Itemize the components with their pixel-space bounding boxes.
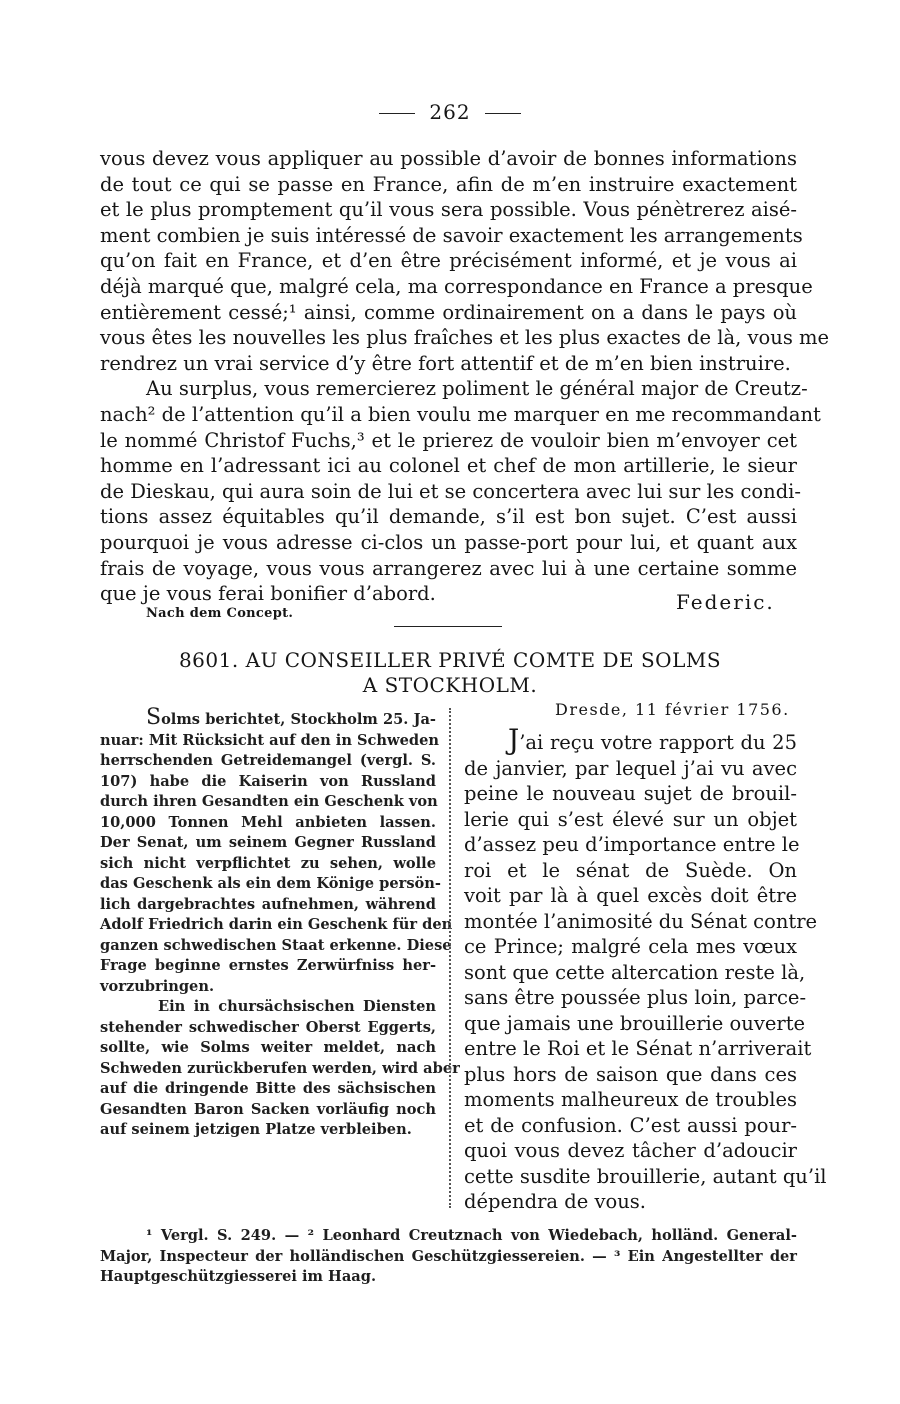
text-line: Au surplus, vous remercierez poliment le général major de Creutz- xyxy=(146,377,808,401)
letter-continuation xyxy=(100,146,830,607)
body-line: montée l’animosité du Sénat contre xyxy=(464,909,818,933)
summary-line: das Geschenk als ein dem Könige persön- xyxy=(100,875,441,892)
letter-body xyxy=(464,723,827,1215)
summary-line: Solms berichtet, Stockholm 25. Ja- xyxy=(146,705,436,730)
section-divider xyxy=(394,626,502,627)
body-line: ce Prince; malgré cela mes vœux xyxy=(464,935,797,958)
summary-line: 107) habe die Kaiserin von Russland xyxy=(100,772,436,790)
summary-line: herrschenden Getreidemangel (vergl. S. xyxy=(100,752,436,769)
summary-line: auf seinem jetzigen Platze verbleiben. xyxy=(100,1121,412,1138)
body-line: que jamais une brouillerie ouverte xyxy=(464,1011,806,1035)
summary-line: 10,000 Tonnen Mehl anbieten lassen. xyxy=(100,813,436,831)
footnotes xyxy=(100,1226,797,1288)
body-line: J’ai reçu votre rapport du 25 xyxy=(508,723,797,756)
text-line: vous êtes les nouvelles les plus fraîches et les plus exactes de là, vous me xyxy=(100,326,830,350)
summary-line: Schweden zurückberufen werden, wird aber xyxy=(100,1059,460,1077)
page-header xyxy=(0,100,900,124)
text-line: que je vous ferai bonifier d’abord. xyxy=(100,582,436,606)
summary-line: nuar: Mit Rücksicht auf den in Schweden xyxy=(100,731,439,749)
summary-line: Adolf Friedrich darin ein Geschenk für den xyxy=(100,916,453,933)
summary-line: vorzubringen. xyxy=(100,977,215,995)
summary-line: Frage beginne ernstes Zerwürfniss her- xyxy=(100,957,436,974)
text-line: tions assez équitables qu’il demande, s’il est bon sujet. C’est aussi xyxy=(100,505,797,529)
letter-title xyxy=(0,648,900,698)
summary-line: Gesandten Baron Sacken vorläufig noch xyxy=(100,1100,436,1118)
text-line: de Dieskau, qui aura soin de lui et se concertera avec lui sur les condi- xyxy=(100,479,802,503)
summary-line: ganzen schwedischen Staat erkenne. Diese xyxy=(100,936,452,954)
body-line: dépendra de vous. xyxy=(464,1190,646,1213)
footnote-line: ¹ Vergl. S. 249. — ² Leonhard Creutznach von Wiedebach, holländ. General- xyxy=(146,1227,797,1244)
text-line: de tout ce qui se passe en France, afin de m’en instruire exactement xyxy=(100,172,797,196)
body-line: sans être poussée plus loin, parce- xyxy=(464,986,807,1009)
header-dash-right xyxy=(485,113,521,114)
body-line: cette susdite brouillerie, autant qu’il xyxy=(464,1164,827,1188)
summary-line: stehender schwedischer Oberst Eggerts, xyxy=(100,1018,436,1036)
body-line: quoi vous devez tâcher d’adoucir xyxy=(464,1139,797,1162)
text-line: nach² de l’attention qu’il a bien voulu me marquer en me recommandant xyxy=(100,402,821,426)
text-line: le nommé Christof Fuchs,³ et le prierez de vouloir bien m’envoyer cet xyxy=(100,428,797,452)
source-note: Nach dem Concept. xyxy=(146,606,294,621)
footnote-line: Hauptgeschützgiesserei im Haag. xyxy=(100,1268,377,1285)
body-line: roi et le sénat de Suède. On xyxy=(464,858,797,882)
body-line: lerie qui s’est élevé sur un objet xyxy=(464,807,797,831)
body-line: sont que cette altercation reste là, xyxy=(464,960,806,984)
summary-line: sich nicht verpflichtet zu sehen, wolle xyxy=(100,854,436,872)
text-line: frais de voyage, vous vous arrangerez avec lui à une certaine somme xyxy=(100,556,797,580)
text-line: déjà marqué que, malgré cela, ma correspondance en France a presque xyxy=(100,274,813,298)
page-number: 262 xyxy=(429,100,471,124)
summary-line: Ein in chursächsischen Diensten xyxy=(158,998,436,1015)
body-line: voit par là à quel excès doit être xyxy=(464,884,797,907)
letter-title-line-1: 8601. AU CONSEILLER PRIVÉ COMTE DE SOLMS xyxy=(178,648,722,672)
summary-initial: S xyxy=(146,705,162,730)
body-line: moments malheureux de troubles xyxy=(464,1088,797,1111)
summary-line: auf die dringende Bitte des sächsischen xyxy=(100,1080,436,1097)
body-line: entre le Roi et le Sénat n’arriverait xyxy=(464,1037,812,1060)
column-divider xyxy=(449,708,451,1208)
summary-line: lich dargebrachtes aufnehmen, während xyxy=(100,895,436,913)
text-line: rendrez un vrai service d’y être fort attentif et de m’en bien instruire. xyxy=(100,351,791,375)
body-line: peine le nouveau sujet de brouil- xyxy=(464,782,797,805)
dateline: Dresde, 11 février 1756. xyxy=(555,700,790,719)
body-line: de janvier, par lequel j’ai vu avec xyxy=(464,756,797,780)
text-line: ment combien je suis intéressé de savoir exactement les arrangements xyxy=(100,223,803,247)
summary-line: sollte, wie Solms weiter meldet, nach xyxy=(100,1039,436,1056)
text-line: homme en l’adressant ici au colonel et chef de mon artillerie, le sieur xyxy=(100,454,797,478)
text-line: qu’on fait en France, et d’en être précisément informé, et je vous ai xyxy=(100,249,797,273)
text-line: entièrement cessé;¹ ainsi, comme ordinairement on a dans le pays où xyxy=(100,300,797,324)
header-dash-left xyxy=(379,113,415,114)
summary-line: durch ihren Gesandten ein Geschenk von xyxy=(100,793,438,810)
text-line: et le plus promptement qu’il vous sera possible. Vous pénètrerez aisé- xyxy=(100,198,797,222)
signature: Federic. xyxy=(676,590,775,614)
body-line: et de confusion. C’est aussi pour- xyxy=(464,1113,797,1137)
body-line: plus hors de saison que dans ces xyxy=(464,1062,797,1086)
text-line: vous devez vous appliquer au possible d’avoir de bonnes informations xyxy=(100,147,797,170)
body-line: d’assez peu d’importance entre le xyxy=(464,833,800,856)
summary-line: Der Senat, um seinem Gegner Russland xyxy=(100,834,436,851)
summary-column xyxy=(100,705,460,1141)
body-initial: J xyxy=(508,723,520,756)
text-line: pourquoi je vous adresse ci-clos un passe-port pour lui, et quant aux xyxy=(100,530,797,554)
letter-title-line-2: A STOCKHOLM. xyxy=(362,673,538,697)
footnote-line: Major, Inspecteur der holländischen Geschützgiessereien. — ³ Ein Angestellter der xyxy=(100,1247,797,1265)
